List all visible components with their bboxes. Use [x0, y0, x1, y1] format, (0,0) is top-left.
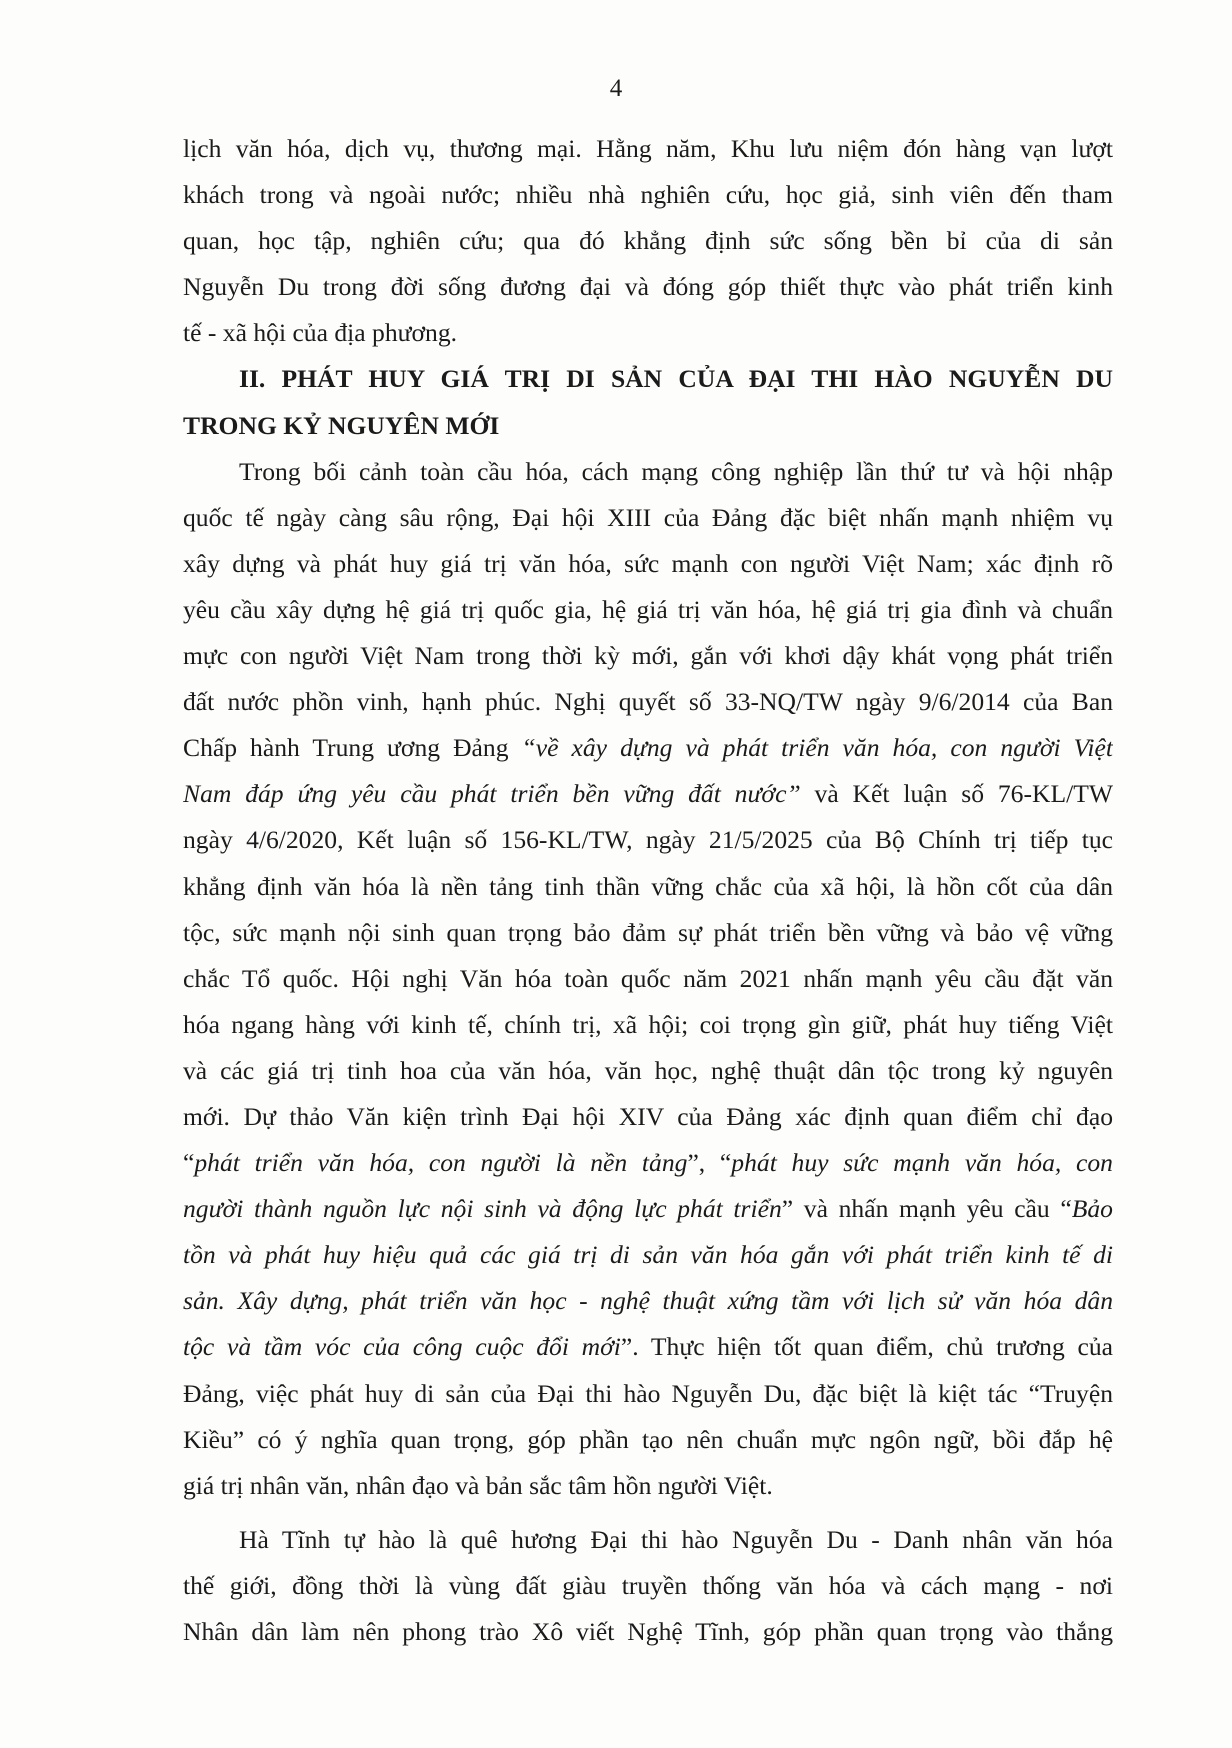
- text-line: Nguyễn Du trong đời sống đương đại và đóng góp thiết thực vào phát triển kinh: [183, 272, 1113, 302]
- text-line: giá trị nhân văn, nhân đạo và bản sắc tâm hồn người Việt.: [183, 1470, 773, 1500]
- body-text: [183, 126, 1113, 1655]
- text-line: Nhân dân làm nên phong trào Xô viết Nghệ Tĩnh, góp phần quan trọng vào thắng: [183, 1617, 1113, 1646]
- text-line: ngày 4/6/2020, Kết luận số 156-KL/TW, ngày 21/5/2025 của Bộ Chính trị tiếp tục: [183, 825, 1113, 855]
- text-line: tế - xã hội của địa phương.: [183, 318, 458, 348]
- text-line: [183, 725, 1113, 771]
- text-segment: ”. Thực hiện tốt quan điểm, chủ trương của: [620, 1332, 1113, 1362]
- text-line: Hà Tĩnh tự hào là quê hương Đại thi hào Nguyễn Du - Danh nhân văn hóa: [239, 1524, 1113, 1554]
- text-line: [183, 771, 1113, 817]
- text-line: tộc, sức mạnh nội sinh quan trọng bảo đảm sự phát triển bền vững và bảo vệ vững: [183, 917, 1113, 947]
- text-segment: Chấp hành Trung ương Đảng: [183, 733, 522, 763]
- quoted-text: người thành nguồn lực nội sinh và động lực phát triển: [183, 1194, 782, 1224]
- text-line: [183, 1324, 1113, 1370]
- text-line: xây dựng và phát huy giá trị văn hóa, sức mạnh con người Việt Nam; xác định rõ: [183, 548, 1113, 578]
- text-line: Trong bối cảnh toàn cầu hóa, cách mạng công nghiệp lần thứ tư và hội nhập: [239, 456, 1113, 486]
- text-line: chắc Tổ quốc. Hội nghị Văn hóa toàn quốc năm 2021 nhấn mạnh yêu cầu đặt văn: [183, 963, 1113, 993]
- text-line: Đảng, việc phát huy di sản của Đại thi hào Nguyễn Du, đặc biệt là kiệt tác “Truyện: [183, 1378, 1113, 1408]
- quoted-text: phát triển văn hóa, con người là nền tảng: [194, 1148, 688, 1178]
- quoted-text: tộc và tầm vóc của công cuộc đổi mới: [183, 1332, 621, 1362]
- text-line: và các giá trị tinh hoa của văn hóa, văn học, nghệ thuật dân tộc trong kỷ nguyên: [183, 1055, 1113, 1085]
- text-segment: “: [183, 1148, 195, 1178]
- text-line: quan, học tập, nghiên cứu; qua đó khẳng định sức sống bền bỉ của di sản: [183, 226, 1113, 256]
- text-line: yêu cầu xây dựng hệ giá trị quốc gia, hệ giá trị văn hóa, hệ giá trị gia đình và chuẩn: [183, 594, 1113, 624]
- text-line: lịch văn hóa, dịch vụ, thương mại. Hằng năm, Khu lưu niệm đón hàng vạn lượt: [183, 134, 1113, 163]
- text-segment: và Kết luận số 76-KL/TW: [800, 779, 1113, 809]
- quoted-text: Nam đáp ứng yêu cầu phát triển bền vững đất nước”: [183, 779, 801, 809]
- quoted-text-line: tồn và phát huy hiệu quả các giá trị di sản văn hóa gắn với phát triển kinh tế di: [183, 1240, 1113, 1270]
- text-segment: ”, “: [687, 1148, 732, 1178]
- text-line: [183, 1186, 1113, 1232]
- quoted-text: Bảo: [1071, 1194, 1113, 1224]
- text-line: khách trong và ngoài nước; nhiều nhà nghiên cứu, học giả, sinh viên đến tham: [183, 180, 1113, 210]
- text-line: thế giới, đồng thời là vùng đất giàu truyền thống văn hóa và cách mạng - nơi: [183, 1570, 1113, 1600]
- text-line: hóa ngang hàng với kinh tế, chính trị, xã hội; coi trọng gìn giữ, phát huy tiếng Việt: [183, 1009, 1113, 1039]
- text-line: Kiều” có ý nghĩa quan trọng, góp phần tạo nên chuẩn mực ngôn ngữ, bồi đắp hệ: [183, 1424, 1113, 1454]
- quoted-text: “về xây dựng và phát triển văn hóa, con người Việt: [521, 733, 1113, 763]
- text-line: quốc tế ngày càng sâu rộng, Đại hội XIII của Đảng đặc biệt nhấn mạnh nhiệm vụ: [183, 502, 1113, 532]
- section-heading: TRONG KỶ NGUYÊN MỚI: [183, 410, 500, 440]
- text-line: mới. Dự thảo Văn kiện trình Đại hội XIV của Đảng xác định quan điểm chỉ đạo: [183, 1101, 1113, 1131]
- text-line: khẳng định văn hóa là nền tảng tinh thần vững chắc của xã hội, là hồn cốt của dân: [183, 871, 1113, 901]
- text-line: mực con người Việt Nam trong thời kỳ mới, gắn với khơi dậy khát vọng phát triển: [183, 641, 1113, 671]
- quoted-text: phát huy sức mạnh văn hóa, con: [731, 1148, 1113, 1178]
- section-heading: II. PHÁT HUY GIÁ TRỊ DI SẢN CỦA ĐẠI THI HÀO NGUYỄN DU: [239, 364, 1113, 394]
- quoted-text-line: sản. Xây dựng, phát triển văn học - nghệ thuật xứng tầm với lịch sử văn hóa dân: [183, 1286, 1113, 1316]
- page-number: 4: [609, 75, 623, 102]
- text-line: đất nước phồn vinh, hạnh phúc. Nghị quyết số 33-NQ/TW ngày 9/6/2014 của Ban: [183, 687, 1113, 717]
- text-segment: ” và nhấn mạnh yêu cầu “: [781, 1194, 1072, 1224]
- text-line: [183, 1140, 1113, 1186]
